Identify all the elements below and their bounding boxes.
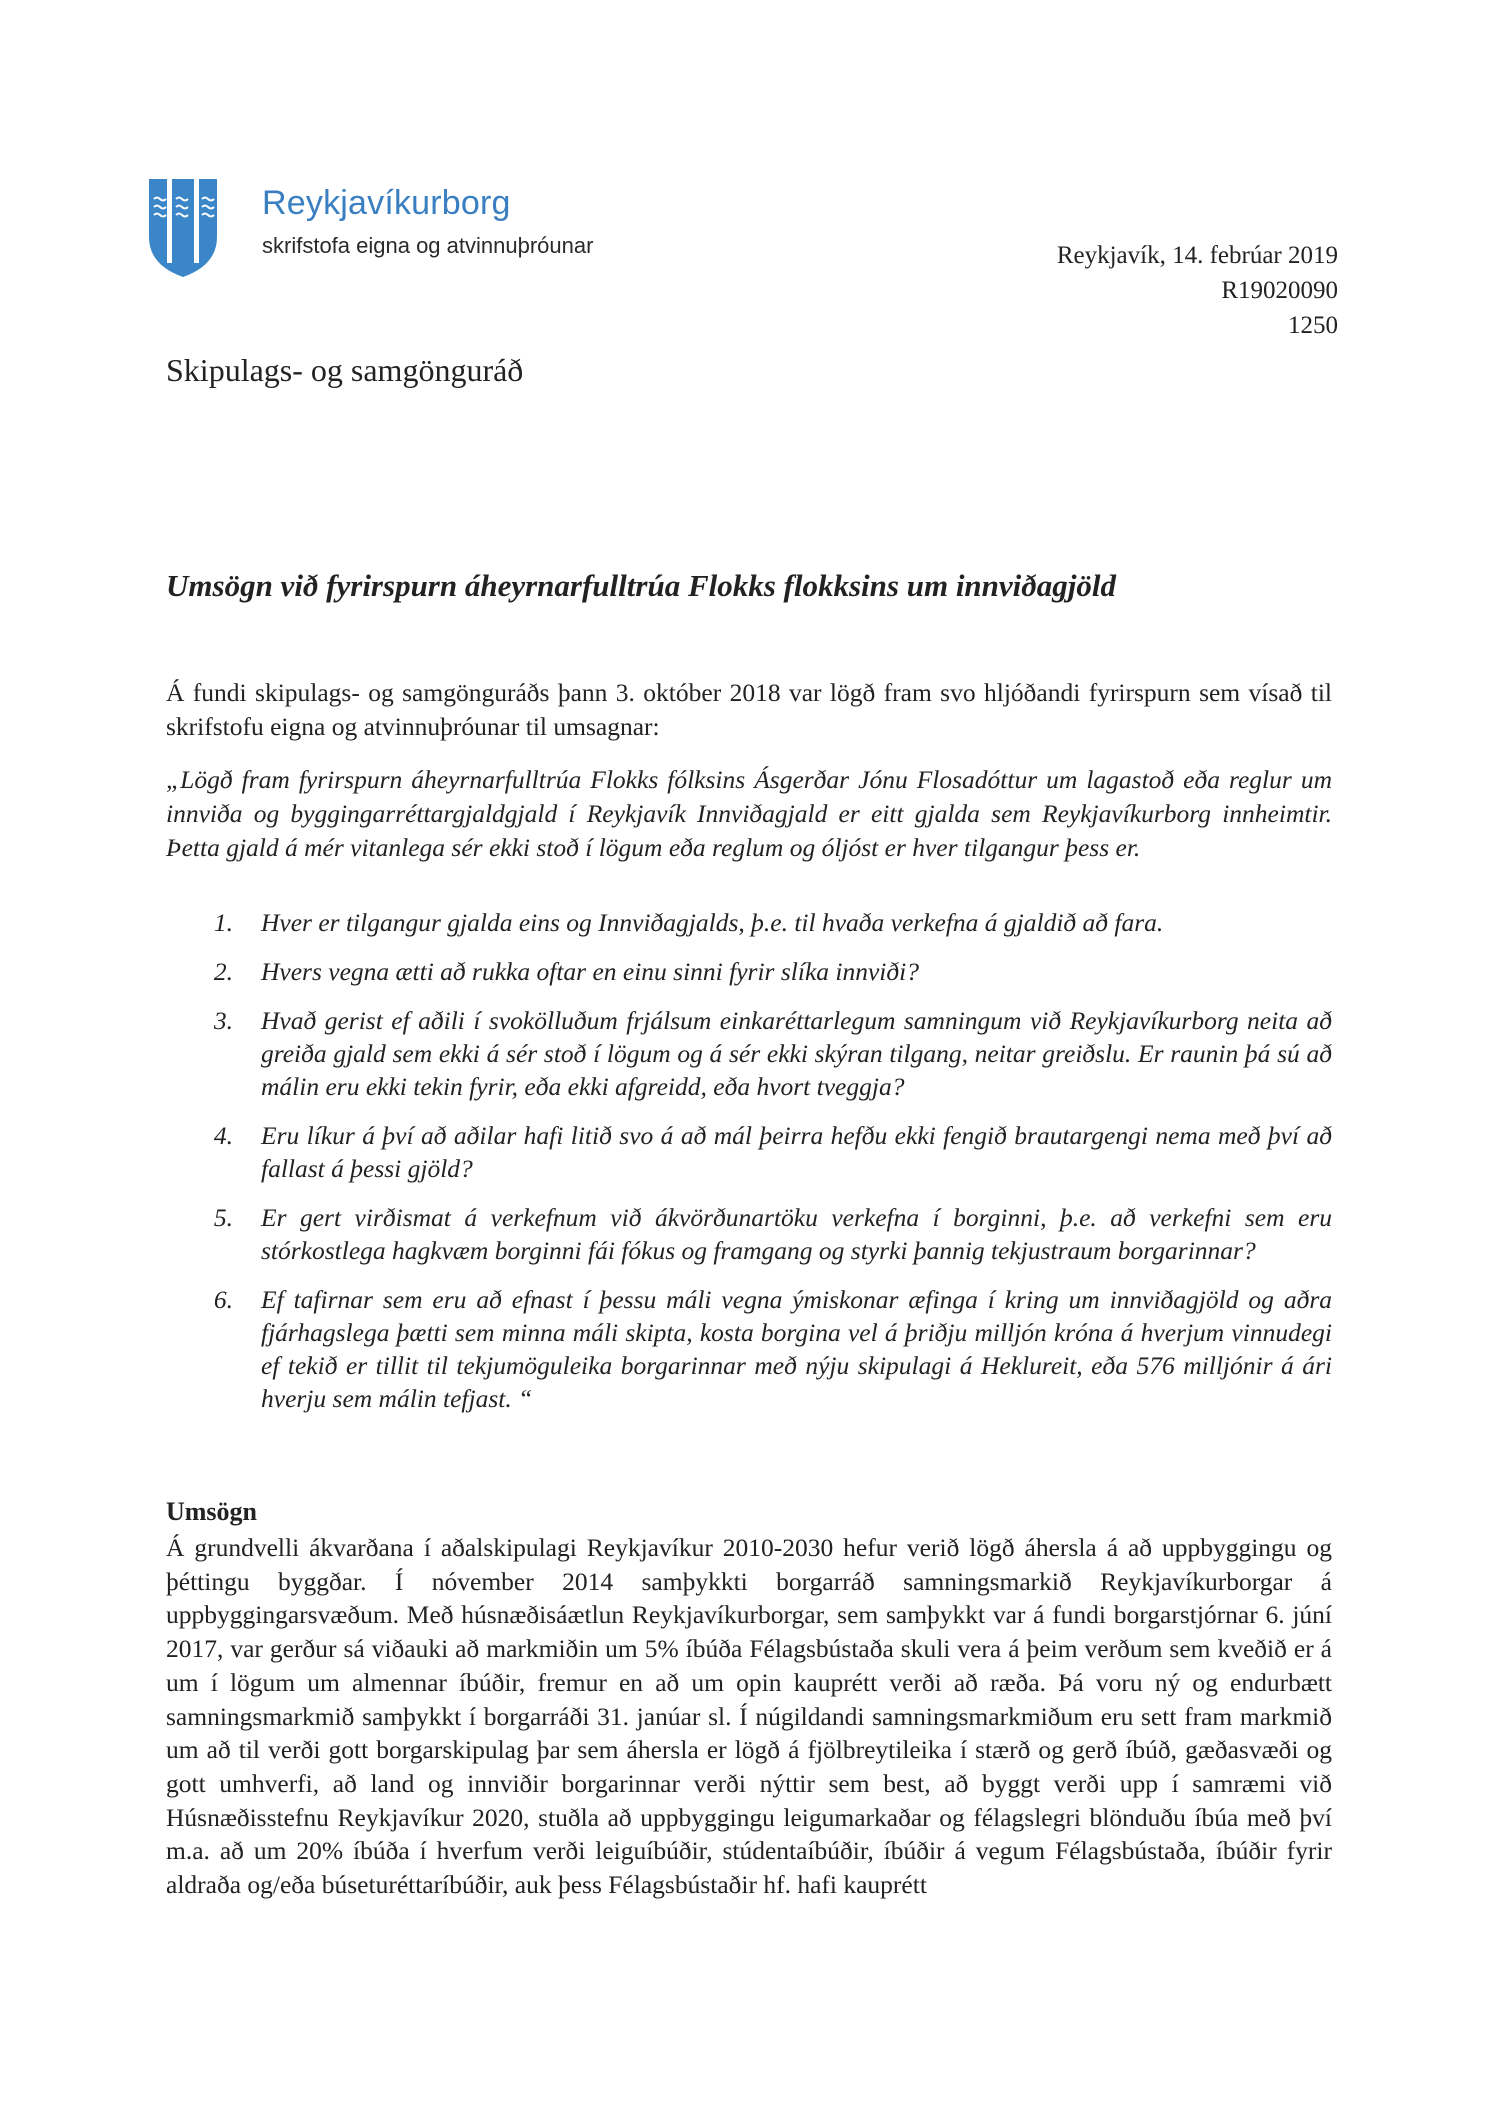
recipient: Skipulags- og samgönguráð — [166, 352, 524, 388]
list-item — [166, 1119, 1332, 1185]
question-text: Hver er tilgangur gjalda eins og Innviðagjalds, þ.e. til hvaða verkefna á gjaldið að fara. — [261, 908, 1164, 937]
list-item — [166, 1283, 1332, 1415]
section-heading: Umsögn — [166, 1497, 258, 1526]
reference-number: R19020090 — [1221, 277, 1338, 304]
department-name: skrifstofa eigna og atvinnuþróunar — [262, 233, 594, 258]
quoted-inquiry: „Lögð fram fyrirspurn áheyrnarfulltrúa Flokks fólksins Ásgerðar Jónu Flosadóttur um lagastoð eða reglur um innviða og byggingarréttargjaldgjald í Reykjavík Innviðagjald er eitt gjalda sem Reykjavíkurborg innheimtir. Þetta gjald á mér vitanlega sér ekki stoð í lögum eða reglum og óljóst er hver tilgangur þess er. — [166, 765, 1332, 862]
question-number: 2. — [213, 957, 233, 986]
list-item — [166, 1201, 1332, 1267]
list-item — [166, 906, 1332, 939]
list-item — [166, 955, 1332, 988]
organization-name: Reykjavíkurborg — [262, 184, 511, 222]
question-number: 5. — [213, 1203, 233, 1232]
reykjavik-crest-logo — [147, 177, 219, 279]
question-list — [166, 906, 1332, 1431]
question-number: 1. — [213, 908, 233, 937]
question-text: Hvers vegna ætti að rukka oftar en einu sinni fyrir slíka innviði? — [261, 957, 919, 986]
question-number: 6. — [213, 1285, 233, 1314]
question-number: 3. — [213, 1006, 233, 1035]
question-number: 4. — [213, 1121, 233, 1150]
response-paragraph: Á grundvelli ákvarðana í aðalskipulagi Reykjavíkur 2010-2030 hefur verið lögð áhersla á að uppbyggingu og þéttingu byggðar. Í nóvember 2014 samþykkti borgarráð samningsmarkið Reykjavíkurborgar á uppbyggingarsvæðum. Með húsnæðisáætlun Reykjavíkurborgar, sem samþykkt var á fundi borgarstjórnar 6. júní 2017, var gerður sá viðauki að markmiðin um 5% íbúða Félagsbústaða skuli vera á þeim verðum sem kveðið er á um í lögum um almennar íbúðir, fremur en að um opin kauprétt verði að ræða. Þá voru ný og endurbætt samningsmarkmið samþykkt í borgarráði 31. janúar sl. Í núgildandi samningsmarkmiðum eru sett fram markmið um að til verði gott borgarskipulag þar sem áhersla er lögð á fjölbreytileika í stærð og gerð íbúð, gæðasvæði og gott umhverfi, að land og innviðir borgarinnar verði nýttir sem best, að byggt verði upp í samræmi við Húsnæðisstefnu Reykjavíkur 2020, stuðla að uppbyggingu leigumarkaðar og félagslegri blönduðu íbúa með því m.a. að um 20% íbúða í hverfum verði leiguíbúðir, stúdentaíbúðir, íbúðir á vegum Félagsbústaða, íbúðir fyrir aldraða og/eða búseturéttaríbúðir, auk þess Félagsbústaðir hf. hafi kauprétt — [166, 1533, 1332, 1900]
letter-meta — [1057, 238, 1338, 343]
list-item — [166, 1004, 1332, 1103]
document-title: Umsögn við fyrirspurn áheyrnarfulltrúa Flokks flokksins um innviðagjöld — [166, 568, 1117, 603]
question-text: Eru líkur á því að aðilar hafi litið svo á að mál þeirra hefðu ekki fengið brautargengi nema með því að fallast á þessi gjöld? — [261, 1121, 1332, 1183]
document-code: 1250 — [1288, 312, 1338, 339]
letter-date: Reykjavík, 14. febrúar 2019 — [1056, 242, 1338, 269]
question-text: Ef tafirnar sem eru að efnast í þessu máli vegna ýmiskonar æfinga í kring um innviðagjöld og aðra fjárhagslega þætti sem minna máli skipta, kosta borgina vel á þriðju milljón króna á hverjum vinnudegi ef tekið er tillit til tekjumöguleika borgarinnar með nýju skipulagi á Heklureit, eða 576 milljónir á ári hverju sem málin tefjast. “ — [261, 1285, 1332, 1413]
intro-paragraph: Á fundi skipulags- og samgönguráðs þann 3. október 2018 var lögð fram svo hljóðandi fyrirspurn sem vísað til skrifstofu eigna og atvinnuþróunar til umsagnar: — [166, 678, 1332, 741]
question-text: Er gert virðismat á verkefnum við ákvörðunartöku verkefna í borginni, þ.e. að verkefni sem eru stórkostlega hagkvæm borginni fái fókus og framgang og styrki þannig tekjustraum borgarinnar? — [261, 1203, 1332, 1265]
question-text: Hvað gerist ef aðili í svokölluðum frjálsum einkaréttarlegum samningum við Reykjavíkurborg neita að greiða gjald sem ekki á sér stoð í lögum og á sér ekki skýran tilgang, neitar greiðslu. Er raunin þá sú að málin eru ekki tekin fyrir, eða ekki afgreidd, eða hvort tveggja? — [261, 1006, 1332, 1101]
